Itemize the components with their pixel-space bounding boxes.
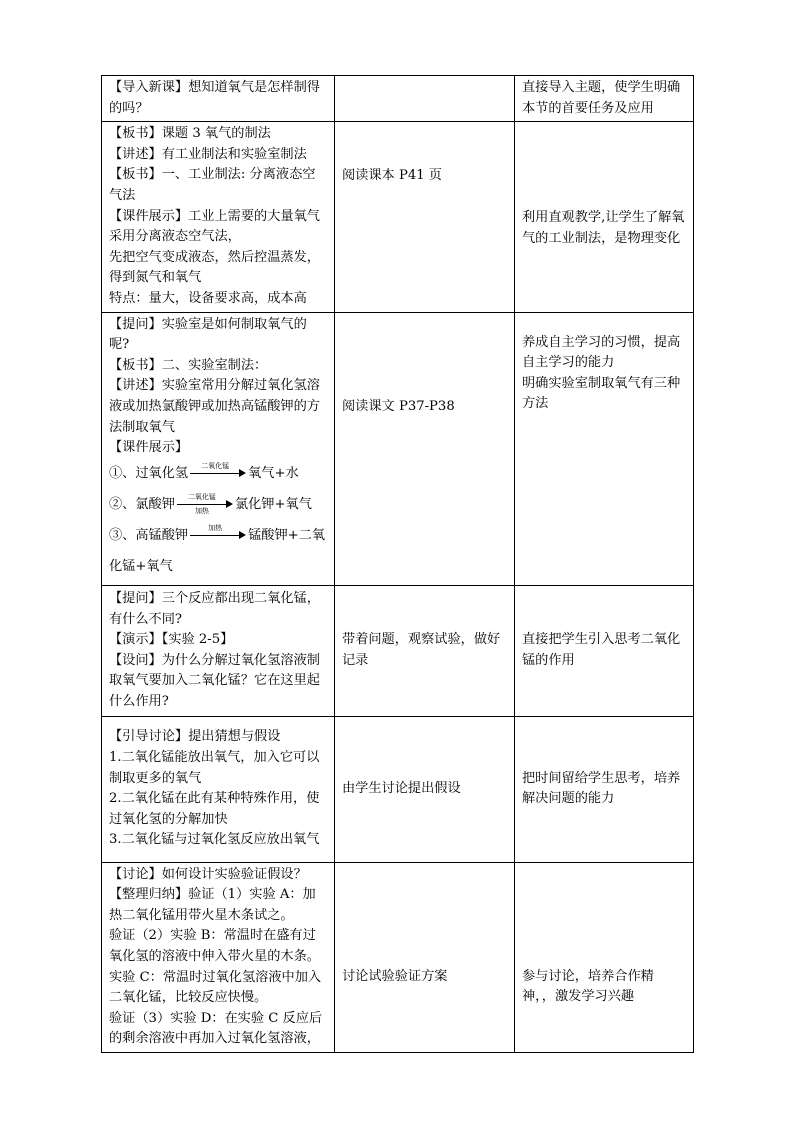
teacher-activity-cell	[102, 76, 335, 122]
table-row	[102, 76, 694, 122]
text-line: 【讲述】实验室常用分解过氧化氢溶液或加热氯酸钾或加热高锰酸钾的方法制取氧气	[109, 378, 320, 435]
text-line: 【设问】为什么分解过氧化氢溶液制取氧气要加入二氧化锰？它在这里起 什么作用?	[109, 652, 320, 709]
text-line: 【板书】课题 3 氧气的制法	[109, 126, 271, 142]
condition-above: 二氧化锰	[187, 493, 216, 502]
teacher-activity-cell	[102, 122, 335, 312]
table-row	[102, 585, 694, 716]
text-line: 【引导讨论】提出猜想与假设	[109, 729, 281, 745]
student-activity-cell	[335, 585, 515, 716]
text-line: 阅读课文 P37-P38	[342, 398, 455, 414]
text-line: 【板书】二、实验室制法：	[109, 357, 268, 373]
condition-above: 加热	[208, 524, 223, 533]
text-line: 【讨论】如何设计实验验证假设？	[109, 866, 307, 882]
condition-below: 加热	[194, 507, 209, 516]
design-intent-cell	[515, 122, 694, 312]
table-row	[102, 122, 694, 312]
text-line: 实验 C：常温时过氧化氢溶液中加入二氧化锰，比较反应快慢。	[109, 969, 322, 1006]
text-line: 养成自主学习的习惯，提高自主学习的能力	[522, 334, 681, 371]
text-line: 2.二氧化锰在此有某种特殊作用，使过氧化氢的分解加快	[109, 791, 320, 827]
reactant: ③、高锰酸钾	[109, 527, 189, 543]
text-line: 阅读课本 P41 页	[342, 168, 442, 184]
student-activity-cell	[335, 76, 515, 122]
text-line: 【课件展示】	[109, 440, 189, 456]
product: 氯化钾+氧气	[234, 496, 312, 512]
text-line: 直接导入主题，使学生明确本节的首要任务及应用	[522, 80, 681, 116]
text-line: 【提问】实验室是如何制取氧气的呢?	[109, 316, 307, 353]
student-activity-cell	[335, 122, 515, 312]
reaction-equation	[109, 490, 327, 521]
text-line: 验证（2）实验 B：常温时在盛有过氧化氢的溶液中伸入带火星的木条。	[109, 928, 320, 965]
text-line: 【课件展示】工业上需要的大量氧气采用分离液态空气法，	[109, 208, 320, 245]
product: 氧气+水	[248, 465, 299, 481]
text-line: 验证（3）实验 D：在实验 C 反应后的剩余溶液中再加入过氧化氢溶液，	[109, 1010, 323, 1047]
teacher-activity-cell	[102, 862, 335, 1052]
text-line: 【整理归纳】验证（1）实验 A：加热二氧化锰用带火星木条试之。	[109, 887, 316, 923]
table-row	[102, 716, 694, 862]
reaction-arrow-icon	[177, 493, 233, 516]
teacher-activity-cell	[102, 585, 335, 716]
lesson-plan-table	[101, 75, 694, 1053]
table-row	[102, 862, 694, 1052]
product: 锰酸钾+二氧	[248, 527, 326, 543]
text-line: 先把空气变成液态，然后控温蒸发，得到氮气和氧气	[109, 249, 320, 286]
student-activity-cell	[335, 312, 515, 585]
text-line: 参与讨论，培养合作精神，，激发学习兴趣	[522, 968, 654, 1005]
text-line: 特点：量大，设备要求高，成本高	[109, 290, 307, 306]
text-line: 【导入新课】想知道氧气是怎样制得的吗？	[109, 80, 320, 116]
reactant: ②、氯酸钾	[109, 496, 175, 512]
reaction-equation	[109, 521, 327, 552]
text-line: 1.二氧化锰能放出氧气，加入它可以制取更多的氧气	[109, 750, 320, 786]
text-line: 【提问】三个反应都出现二氧化锰，有什么不同?	[109, 590, 320, 627]
condition-above: 二氧化锰	[201, 462, 230, 471]
text-line: 带着问题，观察试验，做好记录	[342, 632, 501, 668]
reaction-arrow-icon	[190, 462, 246, 481]
equation-continuation	[109, 552, 327, 583]
student-activity-cell	[335, 716, 515, 862]
text-line: 【讲述】有工业制法和实验室制法	[109, 146, 307, 162]
reaction-arrow-icon	[190, 524, 246, 543]
teacher-activity-cell	[102, 716, 335, 862]
design-intent-cell	[515, 716, 694, 862]
design-intent-cell	[515, 862, 694, 1052]
reaction-equation	[109, 459, 327, 490]
design-intent-cell	[515, 312, 694, 585]
text-line: 把时间留给学生思考，培养解决问题的能力	[522, 770, 681, 807]
text-line: 【板书】一、工业制法: 分离液态空气法	[109, 167, 316, 203]
product: 化锰+氧气	[109, 558, 173, 574]
text-line: 明确实验室制取氧气有三种方法	[522, 375, 681, 412]
table-row	[102, 312, 694, 585]
text-line: 3.二氧化锰与过氧化氢反应放出氧气	[109, 832, 320, 848]
teacher-activity-cell	[102, 312, 335, 585]
text-line: 【演示】【实验 2-5】	[109, 632, 234, 648]
design-intent-cell	[515, 585, 694, 716]
text-line: 由学生讨论提出假设	[342, 780, 461, 796]
text-line: 讨论试验验证方案	[342, 968, 448, 984]
reactant: ①、过氧化氢	[109, 465, 189, 481]
text-line: 利用直观教学,让学生了解氧气的工业制法，是物理变化	[522, 210, 685, 246]
student-activity-cell	[335, 862, 515, 1052]
text-line: 直接把学生引入思考二氧化锰的作用	[522, 632, 681, 668]
design-intent-cell	[515, 76, 694, 122]
